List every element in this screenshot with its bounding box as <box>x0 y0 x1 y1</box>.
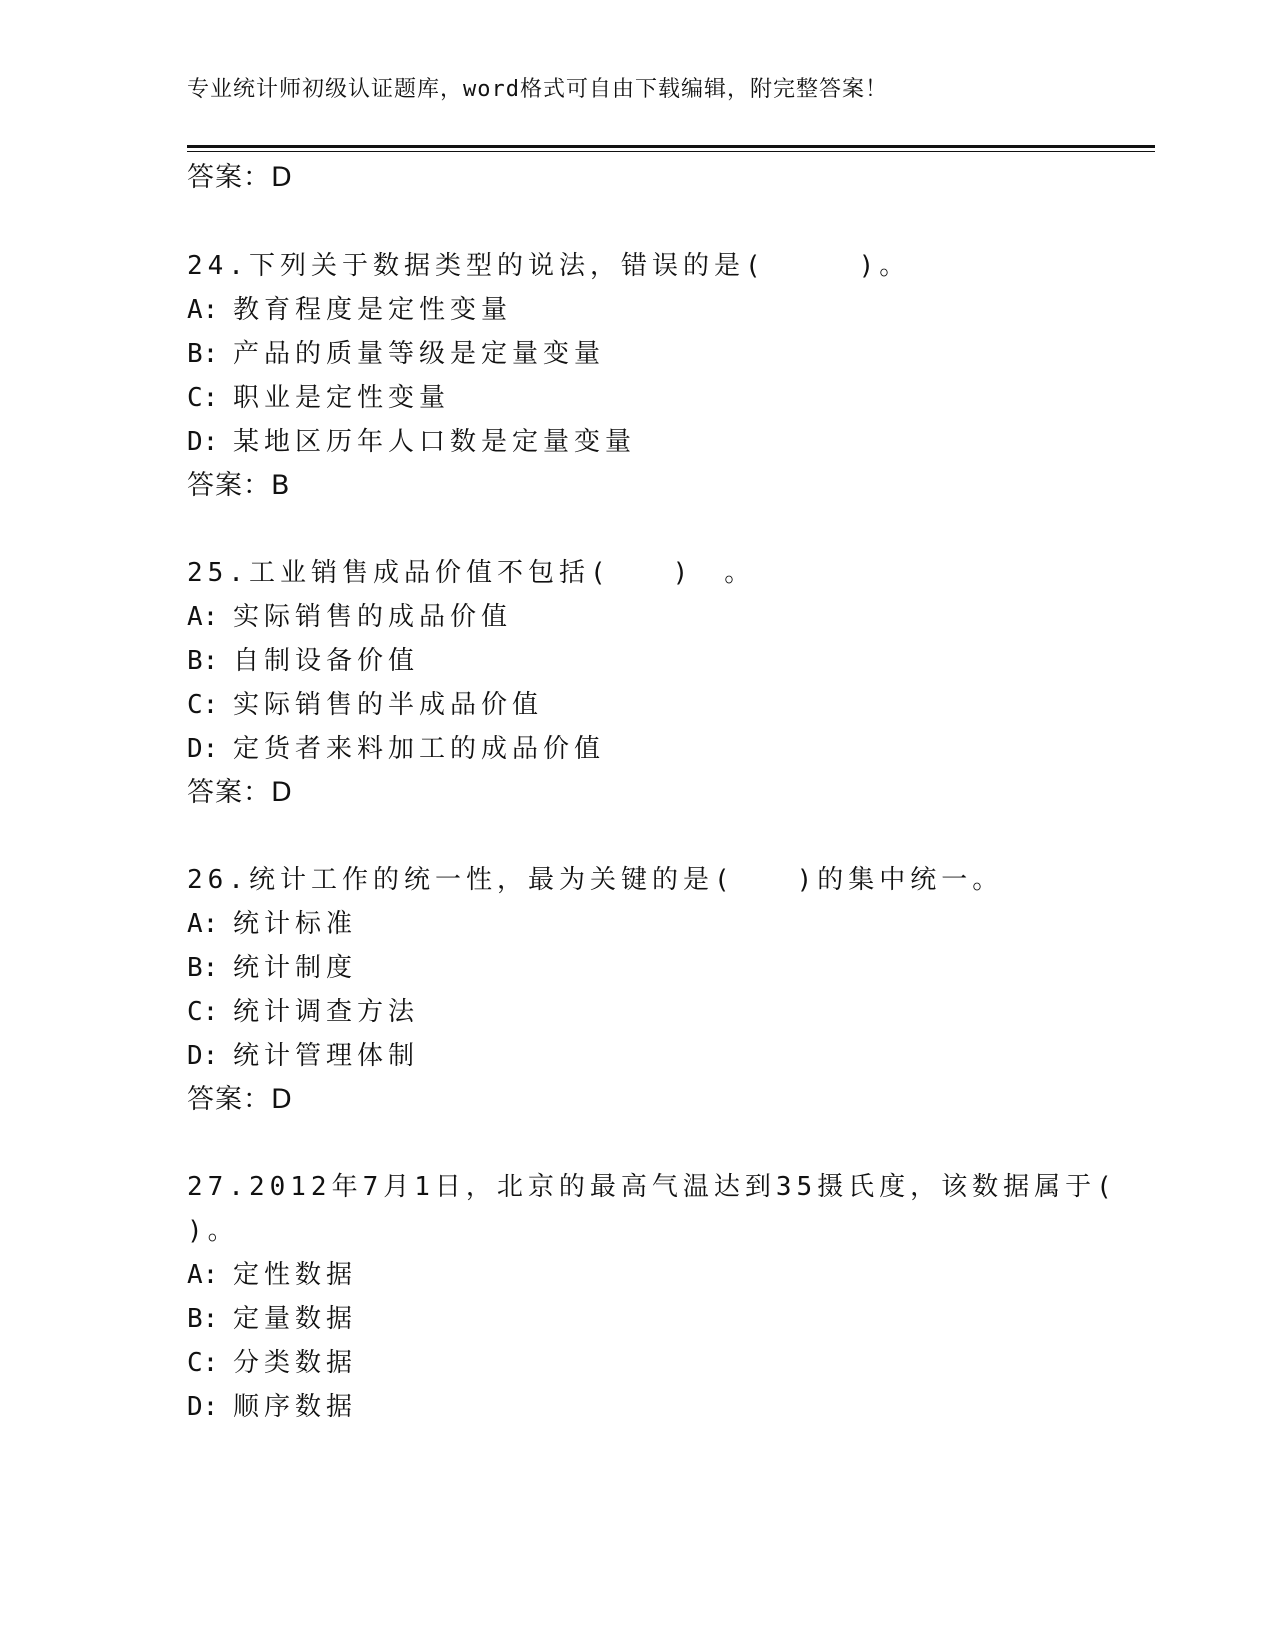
question-27-stem: 27.2012年7月1日，北京的最高气温达到35摄氏度，该数据属于( <box>187 1172 1117 1202</box>
question-24-option-c: C: 职业是定性变量 <box>187 383 451 413</box>
question-26-answer: 答案：D <box>187 1084 293 1115</box>
question-26-option-c: C: 统计调查方法 <box>187 997 420 1027</box>
question-25-option-a: A: 实际销售的成品价值 <box>187 602 513 632</box>
question-24-option-b: B: 产品的质量等级是定量变量 <box>187 339 606 369</box>
question-27-option-d: D: 顺序数据 <box>187 1392 358 1422</box>
document-header: 专业统计师初级认证题库，word格式可自由下载编辑，附完整答案！ <box>187 77 888 102</box>
question-24-stem: 24.下列关于数据类型的说法，错误的是( )。 <box>187 251 911 281</box>
question-25-answer: 答案：D <box>187 777 293 808</box>
question-26-option-a: A: 统计标准 <box>187 909 358 939</box>
question-27-option-b: B: 定量数据 <box>187 1304 358 1334</box>
question-27-stem-continued: )。 <box>187 1216 239 1246</box>
question-27-option-c: C: 分类数据 <box>187 1348 358 1378</box>
header-rule-thin <box>187 151 1155 152</box>
question-25-option-b: B: 自制设备价值 <box>187 646 420 676</box>
question-25-option-d: D: 定货者来料加工的成品价值 <box>187 734 606 764</box>
question-27-option-a: A: 定性数据 <box>187 1260 358 1290</box>
question-25-option-c: C: 实际销售的半成品价值 <box>187 690 544 720</box>
question-24-option-a: A: 教育程度是定性变量 <box>187 295 513 325</box>
question-24-answer: 答案：B <box>187 470 291 501</box>
header-rule-thick <box>187 145 1155 148</box>
question-26-option-d: D: 统计管理体制 <box>187 1041 420 1071</box>
question-24-option-d: D: 某地区历年人口数是定量变量 <box>187 427 637 457</box>
question-25-stem: 25.工业销售成品价值不包括( ) 。 <box>187 558 756 588</box>
question-26-option-b: B: 统计制度 <box>187 953 358 983</box>
answer-prev: 答案：D <box>187 162 293 193</box>
question-26-stem: 26.统计工作的统一性，最为关键的是( )的集中统一。 <box>187 865 1004 895</box>
